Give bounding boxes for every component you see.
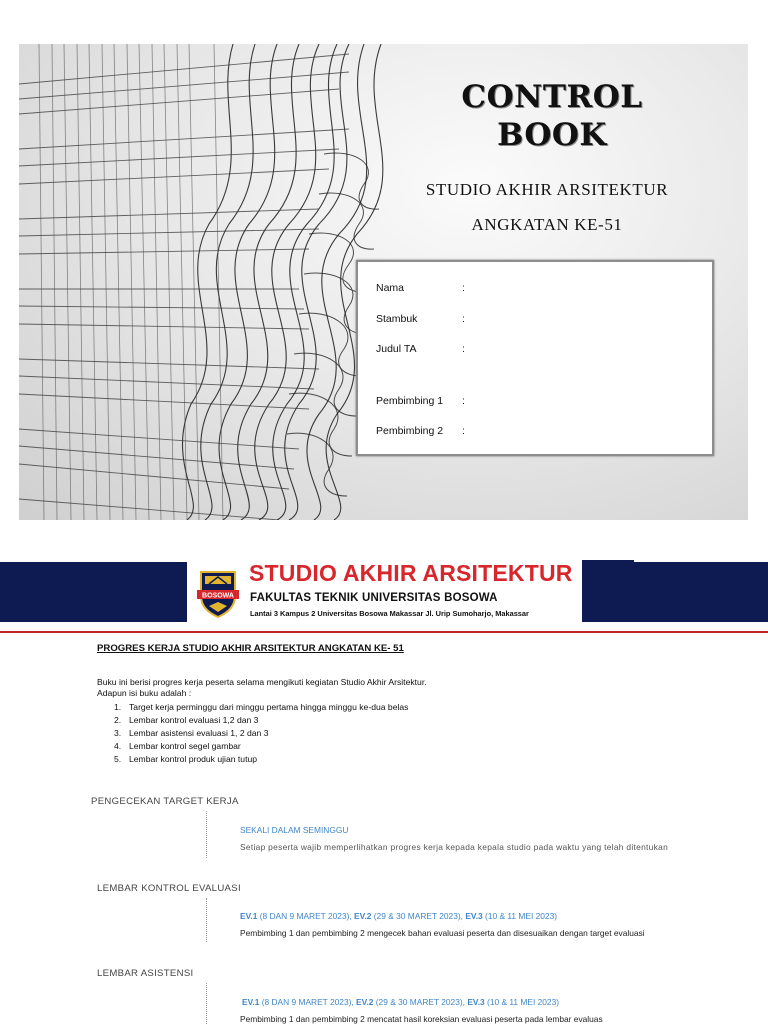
form-row-nama[interactable] [376,282,465,294]
form-row-pembimbing-1[interactable] [376,395,465,407]
form-row-judul-ta[interactable] [376,343,465,355]
form-colon: : [462,343,465,355]
cover-page [19,44,748,520]
cover-title-line1: CONTROL [461,79,643,115]
cover-title [422,78,682,154]
section-connector [206,811,207,858]
list-item: 3. Lembar asistensi evaluasi 1, 2 dan 3 [114,728,269,738]
section-label-frequency: SEKALI DALAM SEMINGGU [240,825,349,835]
form-label: Stambuk [376,313,418,325]
section-label-schedule: EV.1 (8 DAN 9 MARET 2023), EV.2 (29 & 30 MARET 2023), EV.3 (10 & 11 MEI 2023) [240,911,558,921]
university-logo-icon [197,566,239,618]
page-heading: PROGRES KERJA STUDIO AKHIR ARSITEKTUR ANGKATAN KE- 51 [97,643,404,654]
list-item: 1. Target kerja perminggu dari minggu pertama hingga minggu ke-dua belas [114,702,409,712]
form-colon: : [462,313,465,325]
form-label: Judul TA [376,343,417,355]
banner-title: STUDIO AKHIR ARSITEKTUR [249,560,573,586]
student-info-form [356,260,714,456]
cover-subtitle-batch: ANGKATAN KE-51 [471,215,623,234]
header-banner-accent [582,560,634,563]
form-label: Nama [376,282,405,294]
list-item: 4. Lembar kontrol segel gambar [114,741,241,751]
cover-subtitle-studio: STUDIO AKHIR ARSITEKTUR [425,180,669,199]
intro-text: Buku ini berisi progres kerja peserta selama mengikuti kegiatan Studio Akhir Arsitektur. [97,677,427,687]
form-row-pembimbing-2[interactable] [376,425,465,437]
logo-text: BOSOWA [202,592,234,600]
form-colon: : [462,282,465,294]
section-desc-asistensi: Pembimbing 1 dan pembimbing 2 mencatat hasil koreksian evaluasi peserta pada lembar evaluas [240,1014,603,1024]
section-title-target: PENGECEKAN TARGET KERJA [91,796,239,807]
list-item: 5. Lembar kontrol produk ujian tutup [114,754,258,764]
contents-list [97,702,408,767]
intro-text-2: Adapun isi buku adalah : [97,688,192,698]
form-label: Pembimbing 1 [376,395,444,407]
banner-address: Lantai 3 Kampus 2 Universitas Bosowa Makassar Jl. Urip Sumoharjo, Makassar [250,609,529,618]
form-colon: : [462,395,465,407]
section-desc-target: Setiap peserta wajib memperlihatkan progres kerja kepada kepala studio pada waktu yang telah ditentukan [240,842,669,852]
form-label: Pembimbing 2 [376,425,444,437]
list-item: 2. Lembar kontrol evaluasi 1,2 dan 3 [114,715,259,725]
banner-faculty: FAKULTAS TEKNIK UNIVERSITAS BOSOWA [250,592,498,604]
section-title-asistensi: LEMBAR ASISTENSI [97,968,194,979]
cover-title-line2: BOOK [497,117,607,153]
form-colon: : [462,425,465,437]
form-row-stambuk[interactable] [376,313,465,325]
header-divider [0,631,768,633]
section-label-schedule: EV.1 (8 DAN 9 MARET 2023), EV.2 (29 & 30 MARET 2023), EV.3 (10 & 11 MEI 2023) [242,997,560,1007]
section-desc-evaluasi: Pembimbing 1 dan pembimbing 2 mengecek bahan evaluasi peserta dan disesuaikan dengan target evaluasi [240,928,645,938]
section-connector [206,983,207,1024]
section-connector [206,898,207,942]
section-title-evaluasi: LEMBAR KONTROL EVALUASI [97,883,241,894]
